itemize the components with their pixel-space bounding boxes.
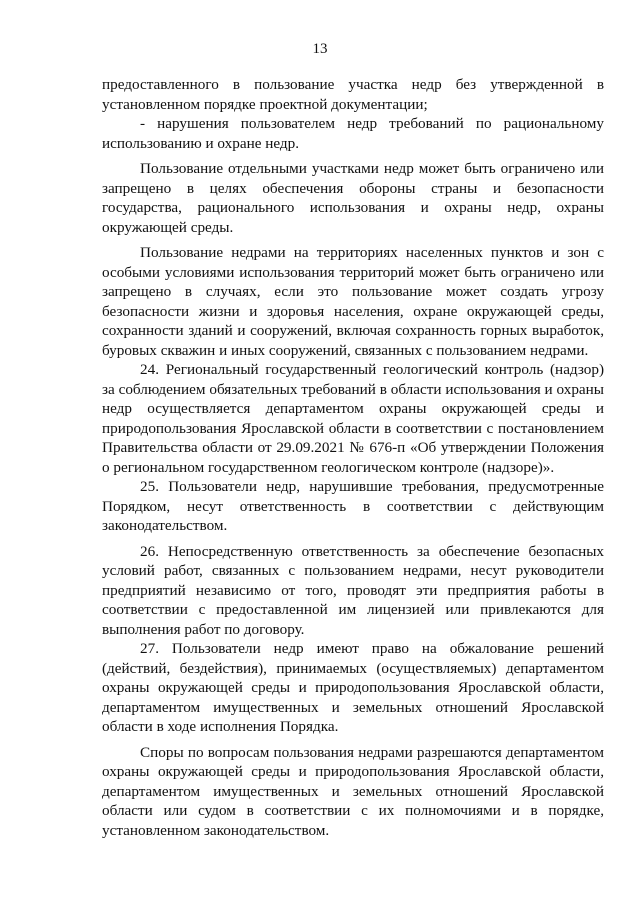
paragraph-settlements: Пользование недрами на территориях населенных пунктов и зон с особыми условиями использования территорий может быть ограничено или запрещено в случаях, если это пользование может создать угрозу безопасности жизни и здоровья населения, охране окружающей среды, сохранности зданий и сооружений, включая сохранность горных выработок, буровых скважин и иных сооружений, связанных с пользованием недрами. (102, 244, 604, 359)
page-number: 13 (312, 41, 328, 57)
paragraph-27: 27. Пользователи недр имеют право на обжалование решений (действий, бездействия), принимаемых (осуществляемых) департаментом охраны окружающей среды и природопользования Ярославской области, департаментом имущественных и земельных отношений Ярославской области в ходе исполнения Порядка. (102, 640, 604, 735)
document-body (102, 75, 604, 840)
paragraph-continuation: предоставленного в пользование участка недр без утвержденной в установленном порядке проектной документации; (102, 76, 604, 113)
paragraph-disputes: Споры по вопросам пользования недрами разрешаются департаментом охраны окружающей среды и природопользования Ярославской области, департаментом имущественных и земельных отношений Ярославской области или судом в соответствии с их полномочиями и в порядке, установленном законодательством. (102, 743, 604, 839)
paragraph-25: 25. Пользователи недр, нарушившие требования, предусмотренные Порядком, несут ответственность в соответствии с действующим законодательством. (102, 478, 604, 534)
paragraph-26: 26. Непосредственную ответственность за обеспечение безопасных условий работ, связанных с пользованием недрами, несут руководители предприятий независимо от того, проводят эти предприятия работы в соответствии с предоставленной им лицензией или привлекаются для выполнения работ по договору. (102, 542, 604, 638)
paragraph-restriction: Пользование отдельными участками недр может быть ограничено или запрещено в целях обеспечения обороны страны и безопасности государства, рационального использования и охраны недр, охраны окружающей среды. (102, 160, 604, 236)
paragraph-list-item: - нарушения пользователем недр требований по рациональному использованию и охране недр. (102, 115, 604, 152)
paragraph-24: 24. Региональный государственный геологический контроль (надзор) за соблюдением обязательных требований в области использования и охраны недр осуществляется департаментом охраны окружающей среды и природопользования Ярославской области в соответствии с постановлением Правительства области от 29.09.2021 № 676-п «Об утверждении Положения о региональном государственном геологическом контроле (надзоре)». (102, 361, 604, 476)
